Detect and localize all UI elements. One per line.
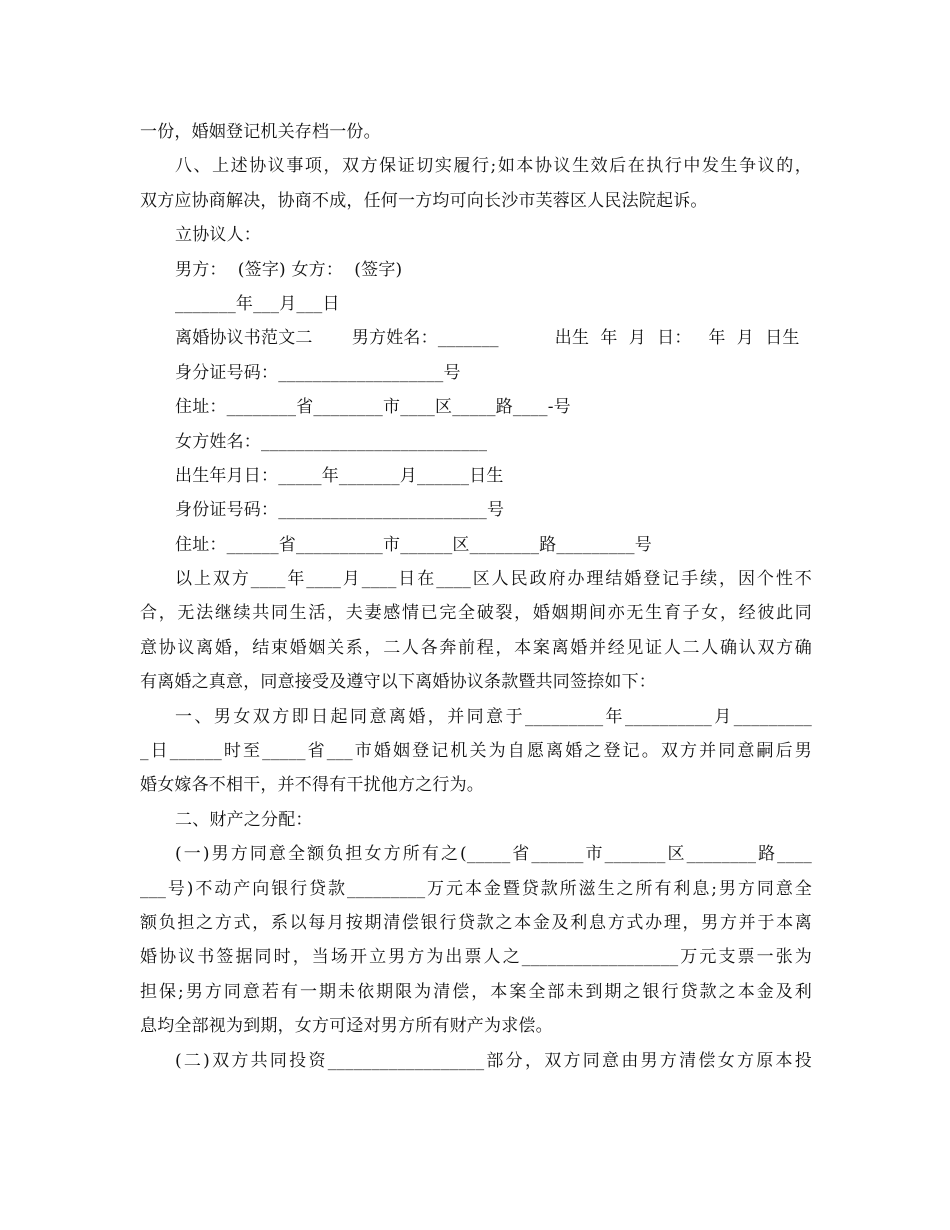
paragraph-line: 婚协议书签据同时，当场开立男方为出票人之__________________万元支票一张为 bbox=[140, 947, 812, 968]
paragraph-line: 有离婚之真意，同意接受及遵守以下离婚协议条款暨共同签捺如下： bbox=[140, 672, 656, 693]
sample-title-line: 离婚协议书范文二 男方姓名：_______ 出生 年 月 日： 年 月 日生 bbox=[175, 328, 800, 349]
address-line: 住址：________省________市____区_____路____-号 bbox=[175, 397, 571, 418]
paragraph-line: 合，无法继续共同生活，夫妻感情已完全破裂，婚姻期间亦无生育子女，经彼此同 bbox=[140, 603, 812, 624]
paragraph-line: 婚女嫁各不相干，并不得有干扰他方之行为。 bbox=[140, 775, 484, 796]
date-line: _______年___月___日 bbox=[175, 293, 340, 314]
paragraph-line: 以上双方____年____月____日在____区人民政府办理结婚登记手续，因个性不 bbox=[175, 569, 812, 590]
paragraph-line: 八、上述协议事项，双方保证切实履行;如本协议生效后在执行中发生争议的， bbox=[175, 156, 812, 177]
id-number-line: 身分证号码：___________________号 bbox=[175, 362, 461, 383]
paragraph-line: (一)男方同意全额负担女方所有之(_____省______市_______区________路____ bbox=[175, 844, 812, 865]
signatory-heading: 立协议人： bbox=[175, 225, 261, 246]
paragraph-line: 意协议离婚，结束婚姻关系，二人各奔前程，本案离婚并经见证人二人确认双方确 bbox=[140, 637, 812, 658]
paragraph-line: 一份，婚姻登记机关存档一份。 bbox=[140, 122, 381, 142]
signature-line: 男方： (签字) 女方： (签字) bbox=[175, 259, 403, 280]
paragraph-line: 一、男女双方即日起同意离婚，并同意于_________年__________月_________ bbox=[175, 706, 812, 727]
birthdate-line: 出生年月日：_____年_______月______日生 bbox=[175, 465, 504, 486]
address-line: 住址：______省__________市______区________路_________号 bbox=[175, 534, 652, 555]
id-number-line: 身份证号码：________________________号 bbox=[175, 500, 505, 521]
document-page bbox=[140, 115, 812, 1078]
female-name-line: 女方姓名：__________________________ bbox=[175, 431, 488, 452]
paragraph-line: 担保;男方同意若有一期未依期限为清偿，本案全部未到期之银行贷款之本金及利 bbox=[140, 981, 812, 1002]
paragraph-line: ___号)不动产向银行贷款_________万元本金暨贷款所滋生之所有利息;男方同意全 bbox=[140, 878, 812, 899]
paragraph-line: 双方应协商解决，协商不成，任何一方均可向长沙市芙蓉区人民法院起诉。 bbox=[140, 190, 708, 211]
paragraph-line: _日______时至_____省___市婚姻登记机关为自愿离婚之登记。双方并同意嗣后男 bbox=[140, 741, 812, 762]
paragraph-line: (二)双方共同投资__________________部分，双方同意由男方清偿女方原本投 bbox=[175, 1050, 812, 1071]
section-heading: 二、财产之分配： bbox=[175, 809, 313, 830]
paragraph-line: 息均全部视为到期，女方可迳对男方所有财产为求偿。 bbox=[140, 1016, 553, 1037]
paragraph-line: 额负担之方式，系以每月按期清偿银行贷款之本金及利息方式办理，男方并于本离 bbox=[140, 912, 812, 933]
